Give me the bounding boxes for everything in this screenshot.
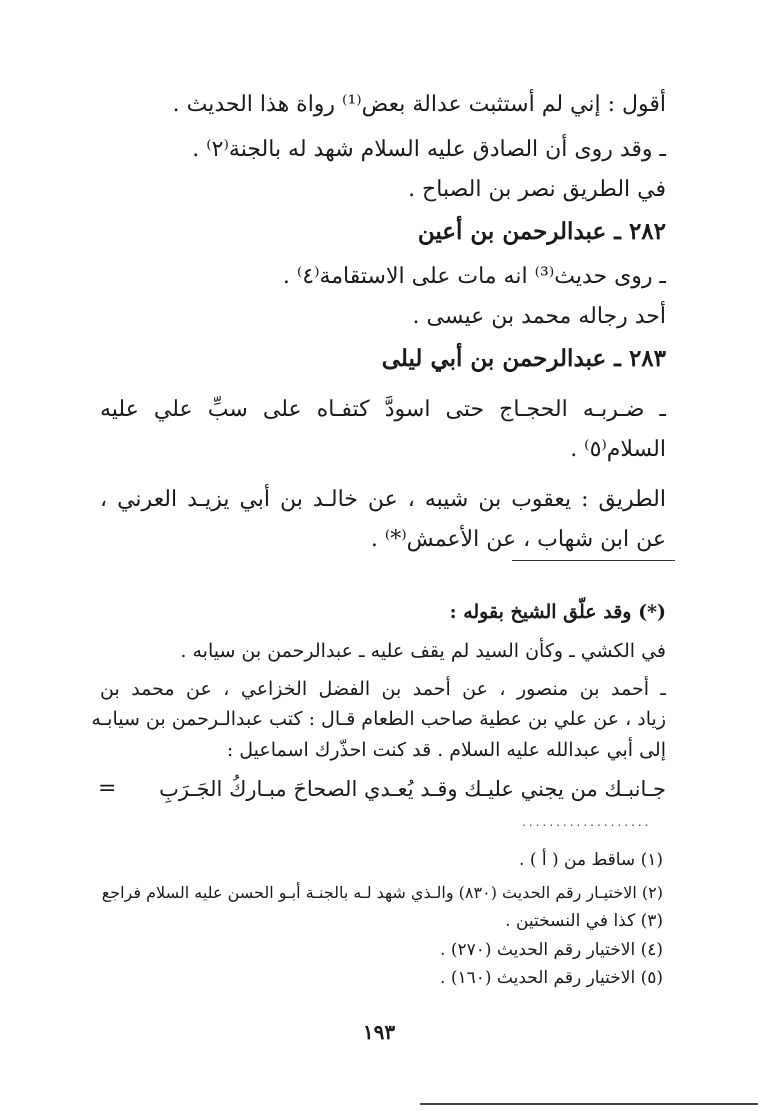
body-line-8: ـ ضـربـه الحجـاج حتى اسودَّ كتفـاه على سبِّ علي عليه — [100, 397, 666, 422]
body-line-9: السلام⁽٥⁾ . — [570, 437, 666, 462]
footnote-3: (٣) كذا في النسختين . — [505, 911, 663, 931]
continuation-mark: = — [98, 776, 117, 801]
footnote-5: (٥) الاختيار رقم الحديث (١٦٠) . — [440, 968, 663, 988]
note-line-1: في الكشي ـ وكأن السيد لم يقف عليه ـ عبدالرحمن بن سيابه . — [180, 640, 666, 662]
separator-rule — [512, 560, 675, 561]
body-line-6: أحد رجاله محمد بن عيسى . — [412, 304, 666, 329]
note-line-4: إلى أبي عبدالله عليه السلام . قد كنت احذّرك اسماعيل : — [226, 739, 666, 761]
body-line-3: في الطريق نصر بن الصباح . — [408, 177, 666, 202]
footnote-1: (١) ساقط من ( أ ) . — [519, 850, 663, 870]
poem-verse: جـانبـك من يجني عليـك وقـد يُعـدي الصحاحَ مبـاركُ الجَـرَبِ — [159, 777, 666, 801]
bottom-edge-rule — [420, 1103, 758, 1105]
body-line-10: الطريق : يعقوب بن شيبه ، عن خالـد بن أبي يزيـد العرني ، — [100, 487, 666, 512]
entry-heading-283: ٢٨٣ ـ عبدالرحمن بن أبي ليلى — [381, 345, 666, 372]
page-number: ١٩٣ — [362, 1020, 396, 1044]
note-heading: (*) وقد علّق الشيخ بقوله : — [449, 601, 666, 623]
body-line-11: عن ابن شهاب ، عن الأعمش⁽*⁾ . — [370, 527, 666, 552]
body-line-5: ـ روى حديث⁽³⁾ انه مات على الاستقامة⁽٤⁾ . — [282, 264, 666, 289]
note-line-3: زياد ، عن علي بن عطية صاحب الطعام قـال : كتب عبدالـرحمن بن سيابـه — [91, 708, 666, 730]
body-line-2: ـ وقد روى أن الصادق عليه السلام شهد له بالجنة⁽٢⁾ . — [192, 137, 666, 162]
footnote-2: (٢) الاختيـار رقم الحديث (٨٣٠) والـذي شهد لـه بالجنـة أبـو الحسن عليه السلام فراجع — [101, 883, 663, 902]
body-line-1: أقول : إني لم أستثبت عدالة بعض⁽¹⁾ رواة هذا الحديث . — [172, 92, 666, 117]
entry-heading-282: ٢٨٢ ـ عبدالرحمن بن أعين — [417, 218, 666, 245]
footnote-4: (٤) الاختيار رقم الحديث (٢٧٠) . — [440, 940, 663, 960]
note-line-2: ـ أحمد بن منصور ، عن أحمد بن الفضل الخزاعي ، عن محمد بن — [100, 678, 666, 700]
footnote-separator-dots: ................... — [522, 815, 652, 829]
